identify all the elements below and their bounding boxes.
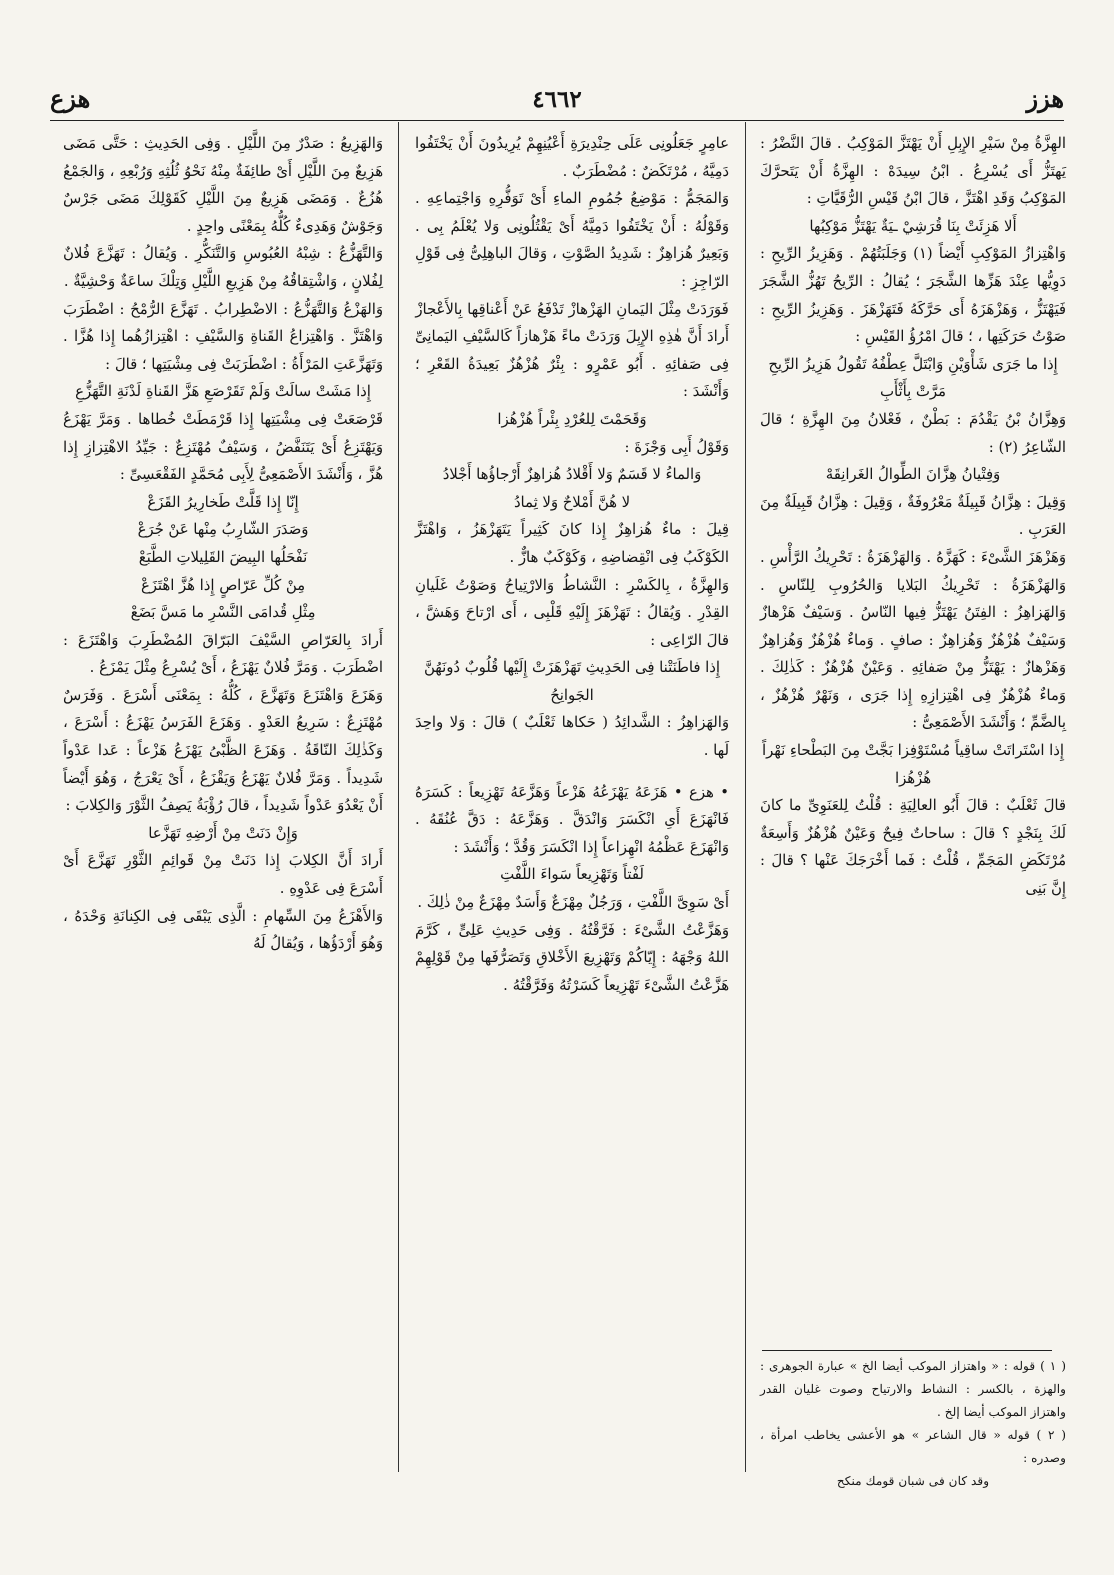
verse: إِذا فاطَنَتْنا فِى الحَدِيثِ تَهَزْهَزَتْ إِلَيْها قُلُوبٌ دُونَهُنَّ الجَوانِحُ: [424, 659, 720, 704]
paragraph: وَقِيلَ : هِزَّانُ قَبِيلَةٌ مَعْرُوفَةٌ ، وَقِيلَ : هِزَّانُ قَبِيلَةٌ مِنَ العَرَبِ .: [760, 493, 1066, 539]
column-divider: [745, 122, 746, 1472]
footnote-verse: وقد كان فى شبان قومك منكح: [836, 1474, 990, 1488]
verse: لا هُنَّ أَمْلاحٌ وَلا ثِمادُ: [513, 493, 631, 511]
verse: إِذا مَشَتْ سالَتْ وَلَمْ تَقَرْصَعِ هَزَّ القَناةِ لَدْنَةِ التَّهَزُّعِ: [75, 383, 371, 401]
running-head-left: هزع: [50, 84, 91, 113]
paragraph: وَالمَجَمُّ : مَوْضِعُ جُمُومِ الماءِ أَىْ تَوَفُّرِهِ وَاجْتِماعِهِ . وَقَوْلُهُ : أَنْ يَخْتَفُوا دَمِيَّهُ أَىْ يَقْتُلُونِى وَلا يُعْلَمُ بِى . وَبَعِيرٌ هُزاهِزٌ : شَدِيدُ الصَّوْتِ ، وَقالَ الباهِلِىُّ فِى قَوْلِ الرّاجِزِ :: [415, 190, 729, 290]
paragraph: أَىْ سَوِىَّ اللَّفْتِ ، وَرَجُلٌ مِهْزَعٌ وَأَسَدٌ مِهْزَعٌ مِنْ ذٰلِكَ .: [417, 894, 729, 912]
footnote-rule: [762, 1350, 1052, 1351]
paragraph: أَرادَ أَنَّ الكِلابَ إِذا دَنَتْ مِنْ قَوائِمِ الثَّوْرِ تَهَزَّعَ أَىْ أَسْرَعَ فِى عَدْوِهِ .: [63, 852, 383, 898]
paragraph: الهِزَّةُ مِنْ سَيْرِ الإِبِلِ أَنْ يَهْتَزَّ المَوْكِبُ . قالَ النَّضْرُ : يَهتَزُّ أَى يُسْرِعُ . ابْنُ سِيدَهْ : الهِزَّةُ أَنْ يَتَحرَّكَ المَوْكِبُ وَقَدِ اهْتَزَّ ، قالَ ابْنُ قَيْسِ الرُّقَيَّاتِ :: [760, 135, 1066, 208]
paragraph: أَرادَ أَنَّ هٰذِهِ الإِبِلَ وَرَدَتْ ماءً هَزْهازاً كَالسَّيْفِ اليَمانِىِّ فِى صَفائِهِ . أَبُو عَمْرٍو : بِئْرٌ هُزْهُزٌ بَعِيدَةُ القَعْرِ ؛ وَأَنْشَدَ :: [415, 328, 729, 401]
paragraph: وَالهِزَّةُ ، بِالكَسْرِ : النَّشاطُ وَالارْتِياحُ وَصَوْتُ غَلَيانِ القِدْرِ . وَيُقالُ : تَهَزْهَزَ إِلَيْهِ قَلْبِى ، أَى ارْتاحَ وَهَشَّ ، قالَ الرّاعِى :: [415, 576, 729, 649]
page-header: [50, 84, 1064, 124]
paragraph: وَالتَّهَزُّعُ : شِبْهُ العُبُوسِ وَالتَّنَكُّرِ . وَيُقالُ : تَهَزَّعَ فُلانٌ لِفُلانٍ ، وَاشْتِقاقُهُ مِنْ هَزِيعِ اللَّيْلِ وَتِلْكَ ساعَةٌ وَحْشِيَّةٌ .: [63, 245, 383, 290]
verse: وَإِنْ دَنَتْ مِنْ أَرْضِهِ تَهَزَّعا: [148, 824, 298, 842]
paragraph: وَالهَزاهِزُ : الشَّدائِدُ ( حَكاها ثَعْلَبٌ ) قالَ : وَلا واحِدَ لَها .: [415, 714, 729, 760]
running-head-right: هزز: [1026, 84, 1064, 113]
column-divider: [398, 122, 399, 1472]
entry-gap: [415, 765, 729, 779]
verse: إِذا اسْتَراتَتْ ساقِياً مُسْتَوْفِزا بَجَّتْ مِنَ البَطْحاءِ نَهْراً هُزْهُزا: [761, 742, 1064, 787]
footnotes: [760, 1355, 1066, 1493]
paragraph: وَالأَهْزَعُ مِنَ السِّهامِ : الَّذِى يَبْقَى فِى الكِنانَةِ وَحْدَهُ ، وَهُوَ أَرْدَؤُها ، وَيُقالُ لَهُ: [63, 907, 383, 953]
paragraph: وَهَزَعَ وَاهْتَزَعَ وَتَهَزَّعَ ، كُلُّهُ : بِمَعْنَى أَسْرَعَ . وَفَرَسٌ مُهْتَزِعٌ : سَرِيعُ العَدْوِ . وَهَزَعَ الفَرَسُ يَهْزَعُ : أَسْرَعَ ، وَكَذٰلِكَ النّاقَةُ . وَهَزَعَ الظَّبْىُ يَهْزَعُ هَزْعاً : عَدا عَدْواً شَدِيداً . وَمَرَّ فُلانٌ يَهْزَعُ وَيَقْزَعُ ، أَىْ يَعْرَجُ ، وَهُوَ أَيْضاً أَنْ يَعْدُوَ عَدْواً شَدِيداً ، قالَ رُؤْبَةُ يَصِفُ الثَّوْرَ وَالكِلابَ :: [63, 686, 383, 815]
footnote: ( ٢ ) قوله « قال الشاعر » هو الأعشى يخاطب امرأة ، وصدره :: [760, 1428, 1066, 1465]
paragraph: وَقَوْلُ أَبِى وَجْزَةَ :: [624, 438, 729, 456]
verse: لَفْتاً وَتَهْزِيعاً سَواءَ اللَّفْتِ: [500, 866, 644, 884]
paragraph: وَهَزْهَزَ الشَّىْءَ : كَهَزَّهُ . وَالهَزْهَزَةُ : تَحْرِيكُ الرَّأْسِ . وَالهَزْهَزَةُ : تَحْرِيكُ البَلايا وَالحُرُوبِ لِلنّاسِ . وَالهَزاهِزُ : الفِتَنُ يَهْتَزُّ فِيها النّاسُ . وَسَيْفٌ هَزْهازٌ وَسَيْفٌ هُزْهُزٌ وَهُزاهِزٌ : صافٍ . وَماءٌ هُزْهُزٌ وَهُزاهِزٌ وَهَزْهازٌ : يَهْتَزُّ مِنْ صَفائِهِ . وَعَيْنٌ هُزْهُزٌ : كَذٰلِكَ . وَماءٌ هُزْهُزٌ فِى اهْتِزازِهِ إِذا جَرَى ، وَنَهْرٌ هُزْهُزٌ ، بِالضَّمِّ ؛ وَأَنْشَدَ الأَصْمَعِىُّ :: [760, 548, 1066, 732]
verse: مِثْلِ قُدامَى النَّسْرِ ما مَسَّ بَضَعْ: [130, 604, 316, 622]
verse: وَصَدَرَ الشّارِبُ مِنْها عَنْ جُرَعْ: [137, 521, 309, 539]
paragraph: وَالهَزْعُ وَالتَّهَزُّعُ : الاضْطِرابُ . تَهَزَّعَ الرُّمْحُ : اضْطَرَبَ وَاهْتَزَّ . وَاهْتِزاعُ القَناةِ وَالسَّيْفِ : اهْتِزازُهُما إِذا هُزَّا . وَتَهَزَّعَتِ المَرْأَةُ : اضْطَرَبَتْ فِى مِشْيَتِها ؛ قالَ :: [63, 300, 383, 373]
verse: وَفِتْيانُ هِزَّانَ الطِّوالُ الغَرانِقَهْ: [825, 466, 1001, 484]
column-middle: [415, 130, 729, 999]
verse: نَفْحَلُها البِيضَ القَلِيلاتِ الطَّبَعْ: [138, 548, 308, 566]
verse: مِنْ كُلِّ عَرّاصٍ إِذا هُزَّ اهْتَزَعْ: [140, 576, 306, 594]
column-left: [63, 130, 383, 958]
verse: وَقَحَمْتَ لِلعُرْدِ بِئْراً هُزْهُزا: [497, 410, 647, 428]
paragraph: وَهِزَّانُ بْنُ يَقْدُمَ : بَطْنٌ ، فَعْلانُ مِنَ الهِزَّةِ ؛ قالَ الشّاعِرُ (٢) :: [760, 410, 1066, 456]
page-number: ٤٦٦٢: [532, 86, 582, 113]
verse: إِذا ما جَرَى شَأْوَيْنِ وَابْتَلَّ عِطْفُهُ تَقُولُ هَزِيزُ الرِّيحِ مَرَّتْ بِأَثْأَبِ: [768, 355, 1058, 401]
verse: إِنّا إِذا قَلَّتْ طَخارِيرُ القَزَعْ: [147, 493, 299, 511]
verse: فَوَرَدَتْ مِثْلَ اليَمانِ الهَزْهازْ تَدْفَعُ عَنْ أَعْناقِها بِالأَعْجازْ: [415, 300, 729, 318]
paragraph: عامِرٍ جَعَلُونِى عَلَى حِنْدِيرَةِ أَعْيُنِهِمْ يُرِيدُونَ أَنْ يَخْتَفُوا دَمِيَّهُ ، مُرْتَكَضٌ : مُضْطَرَبٌ .: [415, 135, 729, 180]
paragraph: وَالهَزِيعُ : صَدْرٌ مِنَ اللَّيْلِ . وَفِى الحَدِيثِ : حَتَّى مَضَى هَزِيعٌ مِنَ اللَّيْلِ أَىْ طائِفَةٌ مِنْهُ نَحْوُ ثُلُثِهِ وَرُبْعِهِ ، وَالجَمْعُ هُزُعٌ . وَمَضَى هَزِيعٌ مِنَ اللَّيْلِ كَقَوْلِكَ مَضَى جَرْسٌ وَجَوْشٌ وَهَدِىءٌ كُلُّهُ بِمَعْنًى واحِدٍ .: [63, 135, 383, 235]
column-right: [760, 130, 1066, 903]
entry-hz3: • هزع • هَزَعَهُ يَهْزَعُهُ هَزْعاً وَهَزَّعَهُ تَهْزِيعاً : كَسَرَهُ فَانْهَزَعَ أَىِ انْكَسَرَ وَانْدَقَّ . وَهَزَّعَهُ : دَقَّ عُنُقَهُ . وَانْهَزَعَ عَظْمُهُ انْهِزاعاً إِذا انْكَسَرَ وَقُدَّ ؛ وَأَنْشَدَ :: [415, 783, 729, 856]
paragraph: قِيلَ : ماءٌ هُزاهِزٌ إِذا كانَ كَثِيراً يَتَهَزْهَزُ ، وَاهْتَزَّ الكَوْكَبُ فِى انْقِضاضِهِ ، وَكَوْكَبٌ هازٌّ .: [415, 521, 729, 566]
verse: أَلا هَزِئَتْ بِنَا قُرَشِيْ ـيَةٌ يَهْتَزُّ مَوْكِبُها: [809, 217, 1017, 235]
paragraph: قَرْصَعَتْ فِى مِشْيَتِها إِذا قَرْمَطَتْ خُطاها . وَمَرَّ يَهْزَعُ وَيَهْتَزِعُ أَىْ يَتَنَفَّضُ ، وَسَيْفٌ مُهْتَزِعٌ : جَيِّدُ الاهْتِزازِ إِذا هُزَّ ، وَأَنْشَدَ الأَصْمَعِىُّ لِأَبِى مُحَمَّدٍ الفَقْعَسِىِّ :: [63, 410, 383, 484]
paragraph: أَرادَ بِالعَرّاصِ السَّيْفَ البَرّاقَ المُضْطَرِبَ وَاهْتَزَعَ : اضْطَرَبَ . وَمَرَّ فُلانٌ يَهْزَعُ ، أَىْ يُسْرِعُ مِثْلَ يَمْزَعُ .: [63, 631, 383, 677]
verse: وَالماءُ لا قَسَمٌ وَلا أَقْلادُ هُزاهِزٌ أَرْجاؤُها أَجْلادُ: [442, 466, 702, 484]
footnote: ( ١ ) قوله : « واهتزاز الموكب أيضا الخ » عبارة الجوهرى : والهزة ، بالكسر : النشاط والارتياح وصوت غليان القدر واهتزاز الموكب أيضا إلخ .: [760, 1359, 1066, 1419]
paragraph: قالَ ثَعْلَبٌ : قالَ أَبُو العالِيَةِ : قُلْتُ لِلعَنَوِىِّ ما كانَ لَكَ بِنَجْدٍ ؟ قالَ : ساحاتٌ فِيحٌ وَعَيْنٌ هُزْهُزٌ وَأَسِعَةٌ مُرْتَكَضِ المَجَمِّ ، قُلْتُ : فَما أَخْرَجَكَ عَنْها ؟ قالَ : إِنَّ بَنِى: [760, 797, 1066, 898]
paragraph: وَاهْتِزازُ المَوْكِبِ أَيْضاً (١) وَجَلَبَتُهُمْ . وَهَزِيزُ الرِّيحِ : دَوِيُّها عِنْدَ هَزِّها الشَّجَرَ ؛ يُقالُ : الرِّيحُ تَهُزُّ الشَّجَرَ فَيَهْتَزُّ ، وَهَزْهَزَهُ أَى حَرَّكَهُ فَتَهَزْهَزَ . وَهَزِيزُ الرِّيحِ : صَوْتُ حَرَكَتِها ، ؛ قالَ امْرُؤُ القَيْسِ :: [760, 245, 1066, 346]
header-rule: [50, 120, 1064, 121]
paragraph: وَهَزَّعْتُ الشَّىْءَ : فَرَّقْتُهُ . وَفِى حَدِيثِ عَلِىٍّ ، كَرَّمَ اللهُ وَجْهَهُ : إِيّاكُمْ وَتَهْزِيعَ الأَخْلاقِ وَتَصَرُّفَها مِنْ قَوْلِهِمْ هَزَّعْتُ الشَّىْءَ تَهْزِيعاً كَسَرْتُهُ وَفَرَّقْتُهُ .: [415, 921, 729, 994]
